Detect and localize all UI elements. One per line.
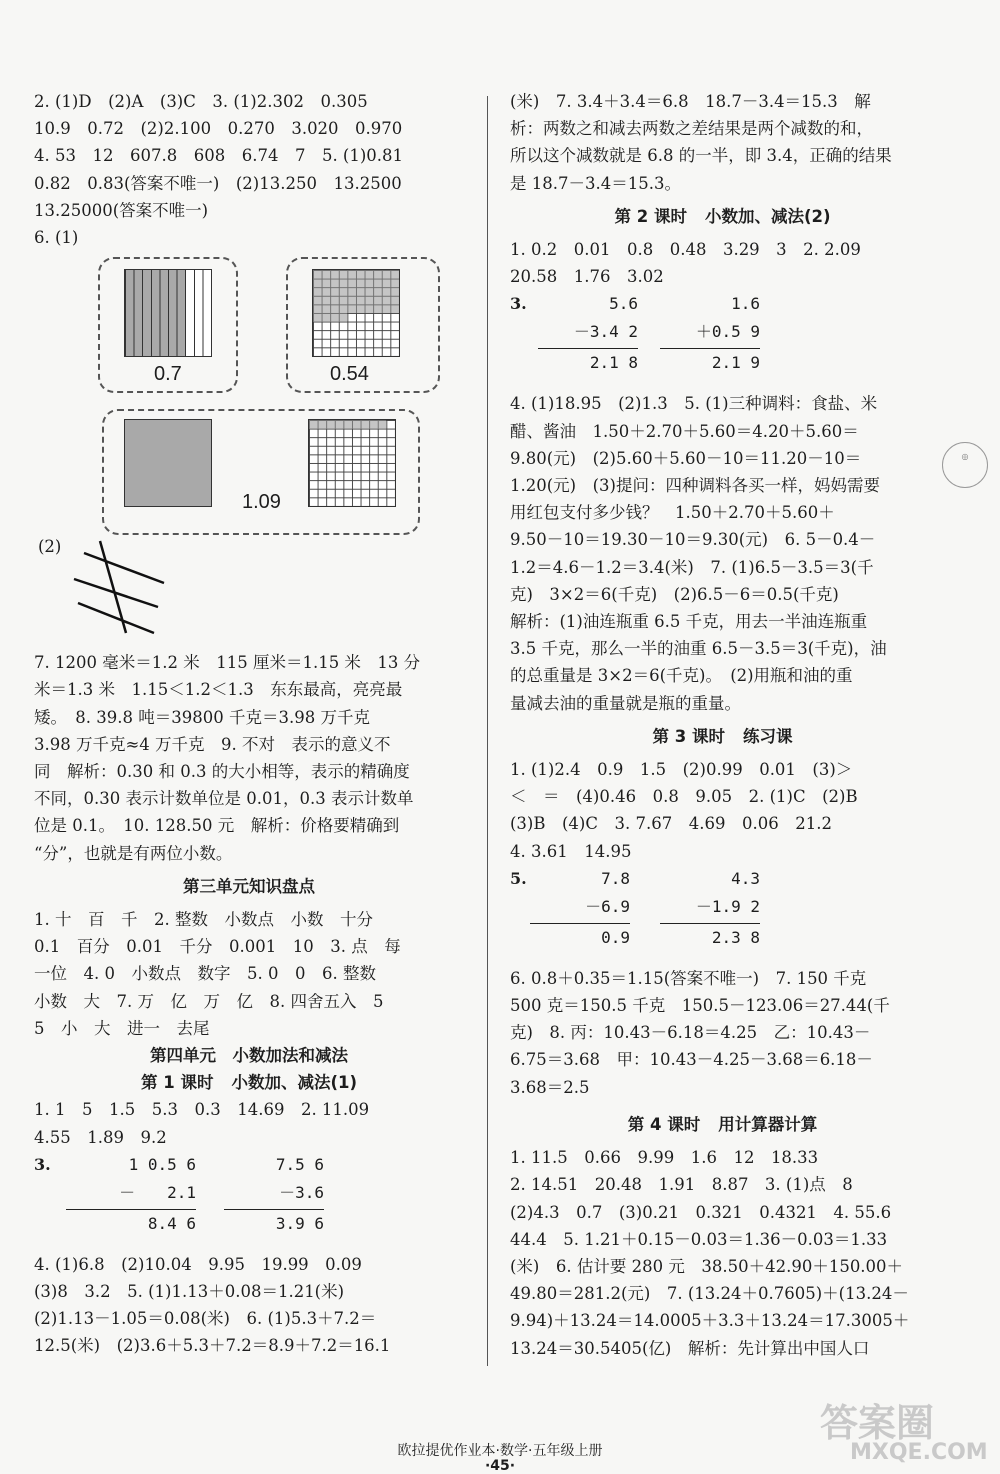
- vertical-calc-right-5: [510, 865, 935, 965]
- text-line: 解析：(1)油连瓶重 6.5 千克，用去一半油连瓶重: [510, 612, 868, 632]
- text-line: 3.98 万千克≈4 万千克 9. 不对 表示的意义不: [34, 734, 391, 754]
- text-line: 4. (1)18.95 (2)1.3 5. (1)三种调料：食盐、米: [510, 394, 878, 414]
- column-divider: [487, 96, 488, 1366]
- calc-operand: －3.6: [279, 1182, 324, 1202]
- text-line: 4.55 1.89 9.2: [34, 1127, 167, 1147]
- text-line: 6. 0.8＋0.35＝1.15(答案不唯一) 7. 150 千克: [510, 968, 867, 988]
- text-line: 3.5 千克，那么一半的油重 6.5－3.5＝3(千克)，油: [510, 639, 887, 659]
- text-line: 0.1 百分 0.01 千分 0.001 10 3. 点 每: [34, 937, 401, 957]
- text-line: 3.68＝2.5: [510, 1077, 590, 1097]
- calc-operand: 1.6: [731, 294, 760, 314]
- text-line: 析：两数之和减去两数之差结果是两个减数的和，: [510, 119, 873, 139]
- vertical-calc-left-3: [34, 1151, 464, 1251]
- calc-operand: 5.6: [609, 294, 638, 314]
- text-line: ＜ ＝ (4)0.46 0.8 9.05 2. (1)C (2)B: [510, 787, 858, 807]
- text-line: 一位 4. 0 小数点 数字 5. 0 0 6. 整数: [34, 964, 376, 984]
- left-column: [34, 88, 464, 1360]
- calc-result: 2.3 8: [711, 927, 760, 947]
- heading-unit3: 第三单元知识盘点: [183, 876, 315, 896]
- text-line: 12.5(米) (2)3.6＋5.3＋7.2＝8.9＋7.2＝16.1: [34, 1336, 391, 1356]
- text-line: 克) 3×2＝6(千克) (2)6.5－6＝0.5(千克): [510, 584, 839, 604]
- heading-lesson2: [510, 203, 935, 230]
- text-line: 6.75＝3.68 甲：10.43－4.25－3.68＝6.18－: [510, 1050, 873, 1070]
- text-line: 49.80＝281.2(元) 7. (13.24＋0.7605)＋(13.24－: [510, 1284, 909, 1304]
- text-line: 10.9 0.72 (2)2.100 0.270 3.020 0.970: [34, 119, 403, 139]
- text-line: 5 小 大 进一 去尾: [34, 1018, 210, 1038]
- text-line: 1. 十 百 千 2. 整数 小数点 小数 十分: [34, 910, 373, 930]
- text-line: 米＝1.3 米 1.15＜1.2＜1.3 东东最高，亮亮最: [34, 680, 403, 700]
- text-line: (2)1.13－1.05＝0.08(米) 6. (1)5.3＋7.2＝: [34, 1309, 377, 1329]
- calc-operand: 7.5 6: [275, 1154, 324, 1174]
- lesson4-title: 用计算器计算: [718, 1114, 818, 1134]
- footer-book-title: 欧拉提优作业本·数学·五年级上册: [397, 1443, 603, 1459]
- part2-label: (2): [38, 537, 62, 557]
- text-line: 所以这个减数就是 6.8 的一半，即 3.4，正确的结果: [510, 146, 892, 166]
- heading-lesson4: [510, 1111, 935, 1138]
- vertical-calc-right-3: [510, 290, 935, 390]
- text-line: 1. 11.5 0.66 9.99 1.6 12 18.33: [510, 1148, 819, 1168]
- calc-operand: －3.4 2: [573, 322, 638, 342]
- watermark-logo: 答案圈: [820, 1401, 935, 1445]
- calc-operand: ＋0.5 9: [695, 322, 760, 342]
- calc-operand: 7.8: [601, 868, 630, 888]
- text-line: 9.94)＋13.24＝14.0005＋3.3＋13.24＝17.3005＋: [510, 1311, 910, 1331]
- corner-stamp: ◎: [942, 442, 988, 488]
- text-line: 9.50－10＝19.30－10＝9.30(元) 6. 5－0.4－: [510, 530, 876, 550]
- calc-label: 5.: [510, 868, 527, 888]
- text-line: (米) 6. 估计要 280 元 38.50＋42.90＋150.00＋: [510, 1256, 904, 1276]
- text-line: 1.20(元) (3)提问：四种调料各买一样，妈妈需要: [510, 476, 880, 496]
- text-line: (3)8 3.2 5. (1)1.13＋0.08＝1.21(米): [34, 1282, 345, 1302]
- calc-result: 3.9 6: [275, 1213, 324, 1233]
- text-line: 用红包支付多少钱？ 1.50＋2.70＋5.60＋: [510, 503, 835, 523]
- text-line: (3)B (4)C 3. 7.67 4.69 0.06 21.2: [510, 814, 832, 834]
- heading-lesson3: [510, 723, 935, 750]
- grid-square-0-09: [308, 419, 396, 507]
- text-line: 500 克＝150.5 千克 150.5－123.06＝27.44(千: [510, 996, 890, 1016]
- lesson3-num: 第 3 课时: [652, 726, 725, 746]
- text-line: 矮。 8. 39.8 吨＝39800 千克＝3.98 万千克: [34, 707, 370, 727]
- calc-label: 3.: [34, 1154, 51, 1174]
- calc-result: 8.4 6: [147, 1213, 196, 1233]
- grid-square-0-54: [312, 269, 400, 357]
- text-line: 的总重量是 3×2＝6(千克)。 (2)用瓶和油的重: [510, 666, 853, 686]
- calc-result: 2.1 9: [711, 353, 760, 373]
- parallel-lines-figure: [34, 533, 464, 649]
- text-line: 6. (1): [34, 228, 79, 248]
- text-line: 13.24＝30.5405(亿) 解析：先计算出中国人口: [510, 1338, 870, 1358]
- full-square: [124, 419, 212, 507]
- calc-label: 3.: [510, 294, 527, 314]
- calc-result: 2.1 8: [589, 353, 638, 373]
- text-line: 4. 3.61 14.95: [510, 841, 632, 861]
- text-line: 醋、酱油 1.50＋2.70＋5.60＝4.20＋5.60＝: [510, 421, 859, 441]
- figure-label-1-09: 1.09: [242, 491, 281, 514]
- calc-operand: －6.9: [585, 896, 630, 916]
- text-line: 7. 1200 毫米＝1.2 米 115 厘米＝1.15 米 13 分: [34, 653, 421, 673]
- text-line: 不同，0.30 表示计数单位是 0.01，0.3 表示计数单: [34, 789, 414, 809]
- calc-result: 0.9: [601, 927, 630, 947]
- figure-label-0-54: 0.54: [330, 363, 369, 386]
- text-line: 4. 53 12 607.8 608 6.74 7 5. (1)0.81: [34, 146, 404, 166]
- text-line: 4. (1)6.8 (2)10.04 9.95 19.99 0.09: [34, 1254, 362, 1274]
- text-line: 0.82 0.83(答案不唯一) (2)13.250 13.2500: [34, 173, 402, 193]
- text-line: 1. 1 5 1.5 5.3 0.3 14.69 2. 11.09: [34, 1100, 370, 1120]
- watermark-url: MXQE.COM: [850, 1440, 988, 1465]
- text-line: “分”，也就是有两位小数。: [34, 843, 233, 863]
- lesson2-title: 小数加、减法(2): [704, 206, 831, 226]
- lesson1-title: 小数加、减法(1): [231, 1073, 358, 1093]
- heading-lesson1: [34, 1069, 464, 1096]
- text-line: 2. (1)D (2)A (3)C 3. (1)2.302 0.305: [34, 92, 368, 111]
- text-line: 量减去油的重量就是瓶的重量。: [510, 693, 741, 713]
- text-line: 1.2＝4.6－1.2＝3.4(米) 7. (1)6.5－3.5＝3(千: [510, 557, 874, 577]
- page-number: ·45·: [484, 1458, 516, 1474]
- lesson3-title: 练习课: [742, 726, 793, 746]
- lesson1-num: 第 1 课时: [140, 1073, 214, 1093]
- text-line: 13.25000(答案不唯一): [34, 200, 209, 220]
- decimal-figure: [34, 251, 464, 533]
- text-line: 克) 8. 丙：10.43－6.18＝4.25 乙：10.43－: [510, 1023, 871, 1043]
- calc-operand: －1.9 2: [695, 896, 760, 916]
- lesson4-num: 第 4 课时: [627, 1114, 701, 1134]
- text-line: 是 18.7－3.4＝15.3。: [510, 173, 681, 193]
- shaded-square-0-7: [124, 269, 212, 357]
- text-line: 1. 0.2 0.01 0.8 0.48 3.29 3 2. 2.09: [510, 240, 861, 260]
- text-line: 9.80(元) (2)5.60＋5.60－10＝11.20－10＝: [510, 448, 862, 468]
- heading-unit4: 第四单元 小数加法和减法: [150, 1046, 348, 1066]
- text-line: 44.4 5. 1.21＋0.15－0.03＝1.36－0.03＝1.33: [510, 1229, 888, 1249]
- text-line: 2. 14.51 20.48 1.91 8.87 3. (1)点 8: [510, 1175, 853, 1195]
- text-line: (2)4.3 0.7 (3)0.21 0.321 0.4321 4. 55.6: [510, 1202, 892, 1222]
- figure-label-0-7: 0.7: [154, 363, 182, 386]
- text-line: 20.58 1.76 3.02: [510, 267, 664, 287]
- text-line: 小数 大 7. 万 亿 万 亿 8. 四舍五入 5: [34, 991, 384, 1011]
- text-line: 位是 0.1。 10. 128.50 元 解析：价格要精确到: [34, 816, 400, 836]
- calc-operand: － 2.1: [119, 1182, 196, 1202]
- lesson2-num: 第 2 课时: [614, 206, 687, 226]
- text-line: 1. (1)2.4 0.9 1.5 (2)0.99 0.01 (3)＞: [510, 760, 853, 780]
- text-line: 同 解析：0.30 和 0.3 的大小相等，表示的精确度: [34, 762, 410, 782]
- calc-operand: 4.3: [731, 868, 760, 888]
- parallel-lines-svg: [64, 533, 184, 649]
- right-column: [510, 88, 935, 1362]
- calc-operand: 1 0.5 6: [128, 1154, 196, 1174]
- text-line: (米) 7. 3.4＋3.4＝6.8 18.7－3.4＝15.3 解: [510, 92, 871, 111]
